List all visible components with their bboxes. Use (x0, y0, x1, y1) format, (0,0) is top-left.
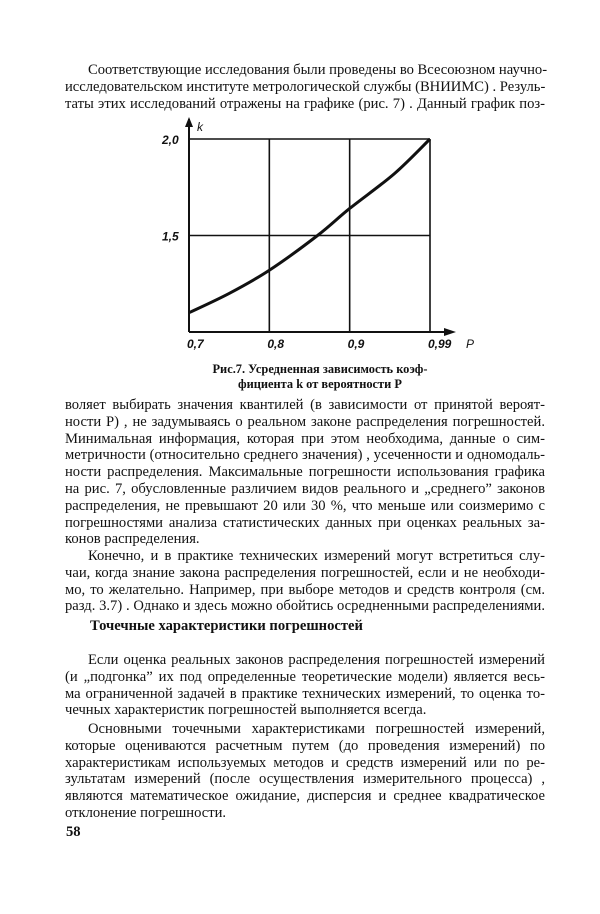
text-line: исследовательском институте метрологической службы (ВНИИМС) . Резуль- (65, 78, 546, 95)
body-paragraph-1 (65, 397, 545, 548)
text-line: зультатам измерений (после осуществления измерительного процесса) , (65, 771, 545, 788)
x-tick-label: 0,9 (347, 337, 365, 351)
page-number: 58 (66, 824, 81, 840)
text-line: мо, то желательно. Например, при выборе методов и средств контроля (см. (65, 581, 545, 598)
figure-caption (160, 362, 480, 392)
text-line: которые оцениваются расчетным путем (до проведения измерений) по (65, 737, 545, 754)
text-line: ности распределения. Максимальные погрешности использования графика (65, 464, 545, 481)
text-line: (и „подгонка” их под определенные теоретические модели) является весь- (65, 668, 545, 685)
text-line: характеристикам используемых методов и средств измерений или по ре- (65, 754, 545, 771)
text-line: являются математическое ожидание, дисперсия и среднее квадратическое (65, 788, 545, 805)
text-line: разд. 3.7) . Однако и здесь можно обойтись осредненными распределениями. (65, 598, 545, 615)
text-line: Минимальная информация, которая при этом необходима, данные о сим- (65, 430, 545, 447)
text-line: ности P) , не задумываясь о реальном законе распределения погрешностей. (65, 413, 545, 430)
y-axis-arrow-icon (185, 117, 193, 127)
text-line: конов распределения. (65, 531, 200, 548)
section-heading: Точечные характеристики погрешностей (90, 618, 363, 634)
caption-line: фициента k от вероятности P (238, 377, 402, 391)
body-paragraph-4 (65, 721, 545, 822)
figure-7-chart (0, 0, 600, 360)
text-line: воляет выбирать значения квантилей (в зависимости от принятой вероят- (65, 397, 545, 413)
body-paragraph-2 (65, 548, 545, 615)
chart-axes (185, 117, 456, 336)
x-axis-arrow-icon (444, 328, 456, 336)
text-line: распределения, не превышают 20 или 30 %, что меньше или соизмеримо с (65, 497, 545, 514)
y-tick-label: 1,5 (162, 229, 179, 244)
text-line: Основными точечными характеристиками погрешностей измерений, (88, 721, 545, 737)
text-line: Конечно, и в практике технических измерений могут встретиться слу- (88, 548, 545, 564)
text-line: Если оценка реальных законов распределения погрешностей измерений (88, 652, 545, 668)
x-tick-label: 0,7 (187, 337, 204, 351)
text-line: чаи, когда знание закона распределения погрешностей, если и не необходи- (65, 564, 545, 581)
text-line: ма ограниченной задачей в практике технических измерений, то оценка то- (65, 685, 545, 702)
series-line-k (189, 139, 430, 313)
text-line: на рис. 7, обусловленные различием видов реального и „среднего” законов (65, 480, 545, 497)
body-paragraph-3 (65, 652, 545, 719)
x-tick-label: 0,99 (428, 337, 452, 351)
y-tick-label: 2,0 (162, 133, 179, 147)
text-line: метричности (относительно среднего значения) , усеченности и одномодаль- (65, 447, 545, 464)
chart-grid (189, 139, 430, 332)
x-axis-label: P (466, 337, 475, 351)
x-tick-label: 0,8 (267, 337, 285, 351)
text-line: Соответствующие исследования были проведены во Всесоюзном научно- (88, 62, 548, 78)
text-line: погрешностями анализа статистических данных при оценках реальных за- (65, 514, 545, 531)
text-line: таты этих исследований отражены на графике (рис. 7) . Данный график поз- (65, 95, 545, 112)
caption-line: Рис.7. Усредненная зависимость коэф- (212, 362, 428, 376)
y-axis-label: k (197, 120, 203, 134)
text-line: отклонение погрешности. (65, 804, 227, 821)
text-line: чечных характеристик погрешностей выполняется всегда. (65, 702, 427, 719)
